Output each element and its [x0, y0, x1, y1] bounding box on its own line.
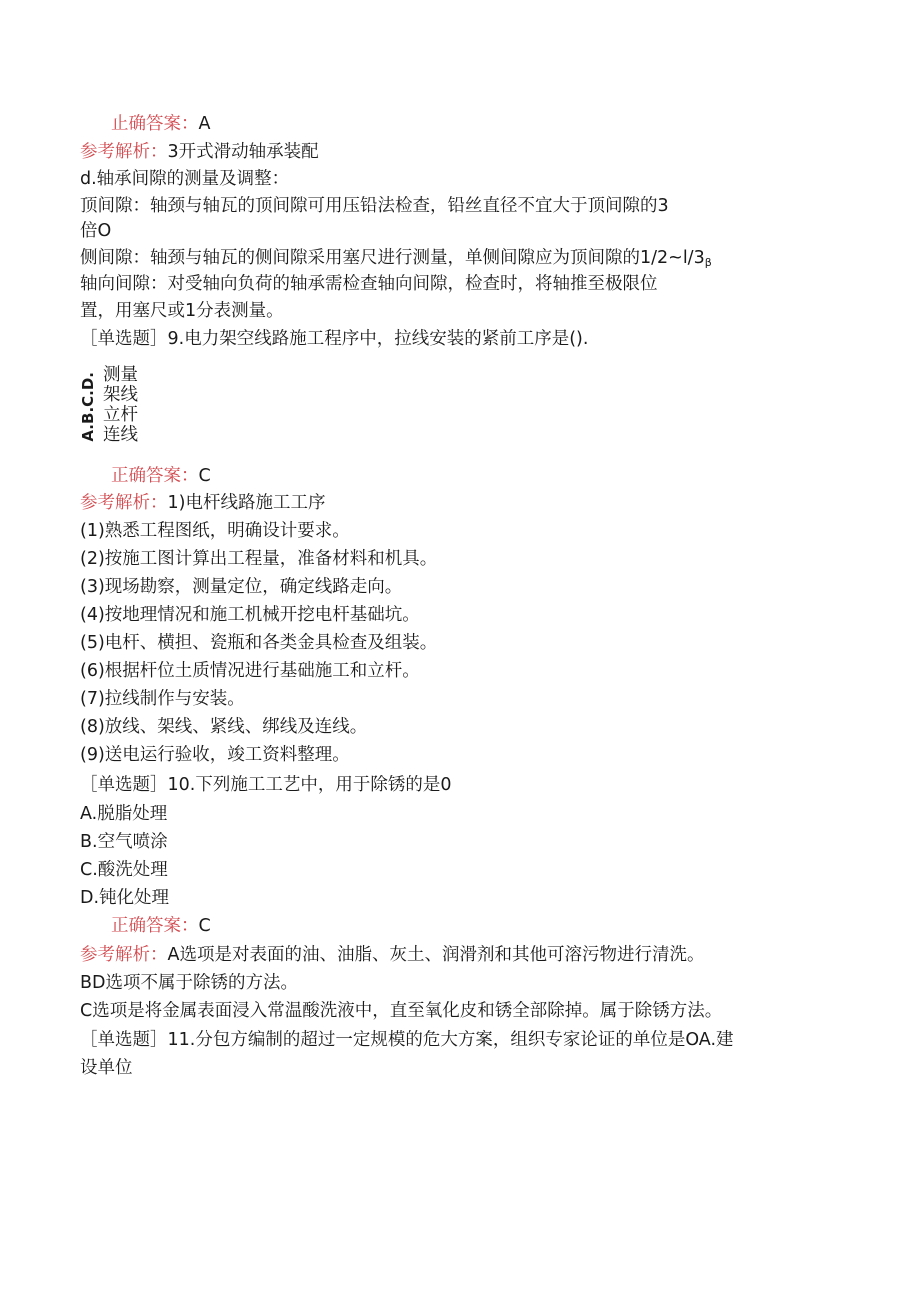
q9-option-c[interactable]: 立杆 [103, 405, 138, 425]
analysis-line: (6)根据杆位土质情况进行基础施工和立杆。 [80, 661, 420, 681]
analysis-line: 顶间隙：轴颈与轴瓦的顶间隙可用压铅法检查，铅丝直径不宜大于顶间隙的3 [80, 196, 669, 216]
q8-analysis-first: 参考解析：3开式滑动轴承装配 [80, 142, 319, 162]
q8-answer [111, 112, 210, 136]
analysis-line: (5)电杆、横担、瓷瓶和各类金具检查及组装。 [80, 633, 438, 653]
q9-answer: 正确答案：C [111, 466, 211, 486]
analysis-line: C选项是将金属表面浸入常温酸洗液中，直至氧化皮和锈全部除掉。属于除锈方法。 [80, 1001, 723, 1021]
q10-option-b[interactable]: B.空气喷涂 [80, 832, 168, 852]
q9-analysis-first: 参考解析：1)电杆线路施工工序 [80, 493, 326, 513]
q9-option-b[interactable]: 架线 [103, 385, 138, 405]
answer-label: 止确答案： [111, 114, 199, 134]
q9-question: ［单选题］9.电力架空线路施工程序中，拉线安装的紧前工序是(). [80, 329, 589, 349]
q10-question: ［单选题］10.下列施工工艺中，用于除锈的是0 [80, 775, 452, 795]
analysis-line: (3)现场勘察，测量定位，确定线路走向。 [80, 577, 403, 597]
q9-option-d[interactable]: 连线 [103, 425, 138, 445]
analysis-line: 置，用塞尺或1分表测量。 [80, 301, 284, 321]
q9-option-letters: A.B.C.D. [79, 372, 97, 442]
analysis-line: 倍O [80, 221, 112, 241]
q9-options [103, 365, 138, 445]
q11-question-cont: 设单位 [80, 1058, 133, 1078]
analysis-line: (2)按施工图计算出工程量，准备材料和机具。 [80, 549, 438, 569]
analysis-line: 轴向间隙：对受轴向负荷的轴承需检查轴向间隙，检查时，将轴推至极限位 [80, 274, 658, 294]
analysis-line: (4)按地理情况和施工机械开挖电杆基础坑。 [80, 605, 420, 625]
analysis-label: 参考解析： [80, 142, 168, 162]
analysis-line: (7)拉线制作与安装。 [80, 689, 245, 709]
analysis-line: (8)放线、架线、紧线、绑线及连线。 [80, 717, 368, 737]
analysis-line: (9)送电运行验收，竣工资料整理。 [80, 745, 350, 765]
analysis-line: BD选项不属于除锈的方法。 [80, 973, 298, 993]
q10-option-c[interactable]: C.酸洗处理 [80, 860, 168, 880]
q10-option-a[interactable]: A.脱脂处理 [80, 804, 168, 824]
analysis-line: (1)熟悉工程图纸，明确设计要求。 [80, 521, 350, 541]
q10-answer: 正确答案：C [111, 916, 211, 936]
analysis-line: d.轴承间隙的测量及调整： [80, 169, 290, 189]
q10-option-d[interactable]: D.钝化处理 [80, 888, 170, 908]
q11-question: ［单选题］11.分包方编制的超过一定规模的危大方案，组织专家论证的单位是OA.建 [80, 1030, 734, 1050]
answer-value: A [198, 114, 211, 134]
analysis-line: 侧间隙：轴颈与轴瓦的侧间隙采用塞尺进行测量，单侧间隙应为顶间隙的$1/2\sim l/3_\beta$ [80, 248, 712, 269]
q10-analysis-first: 参考解析：A选项是对表面的油、油脂、灰土、润滑剂和其他可溶污物进行清洗。 [80, 945, 705, 965]
q9-option-a[interactable]: 测量 [103, 365, 138, 385]
